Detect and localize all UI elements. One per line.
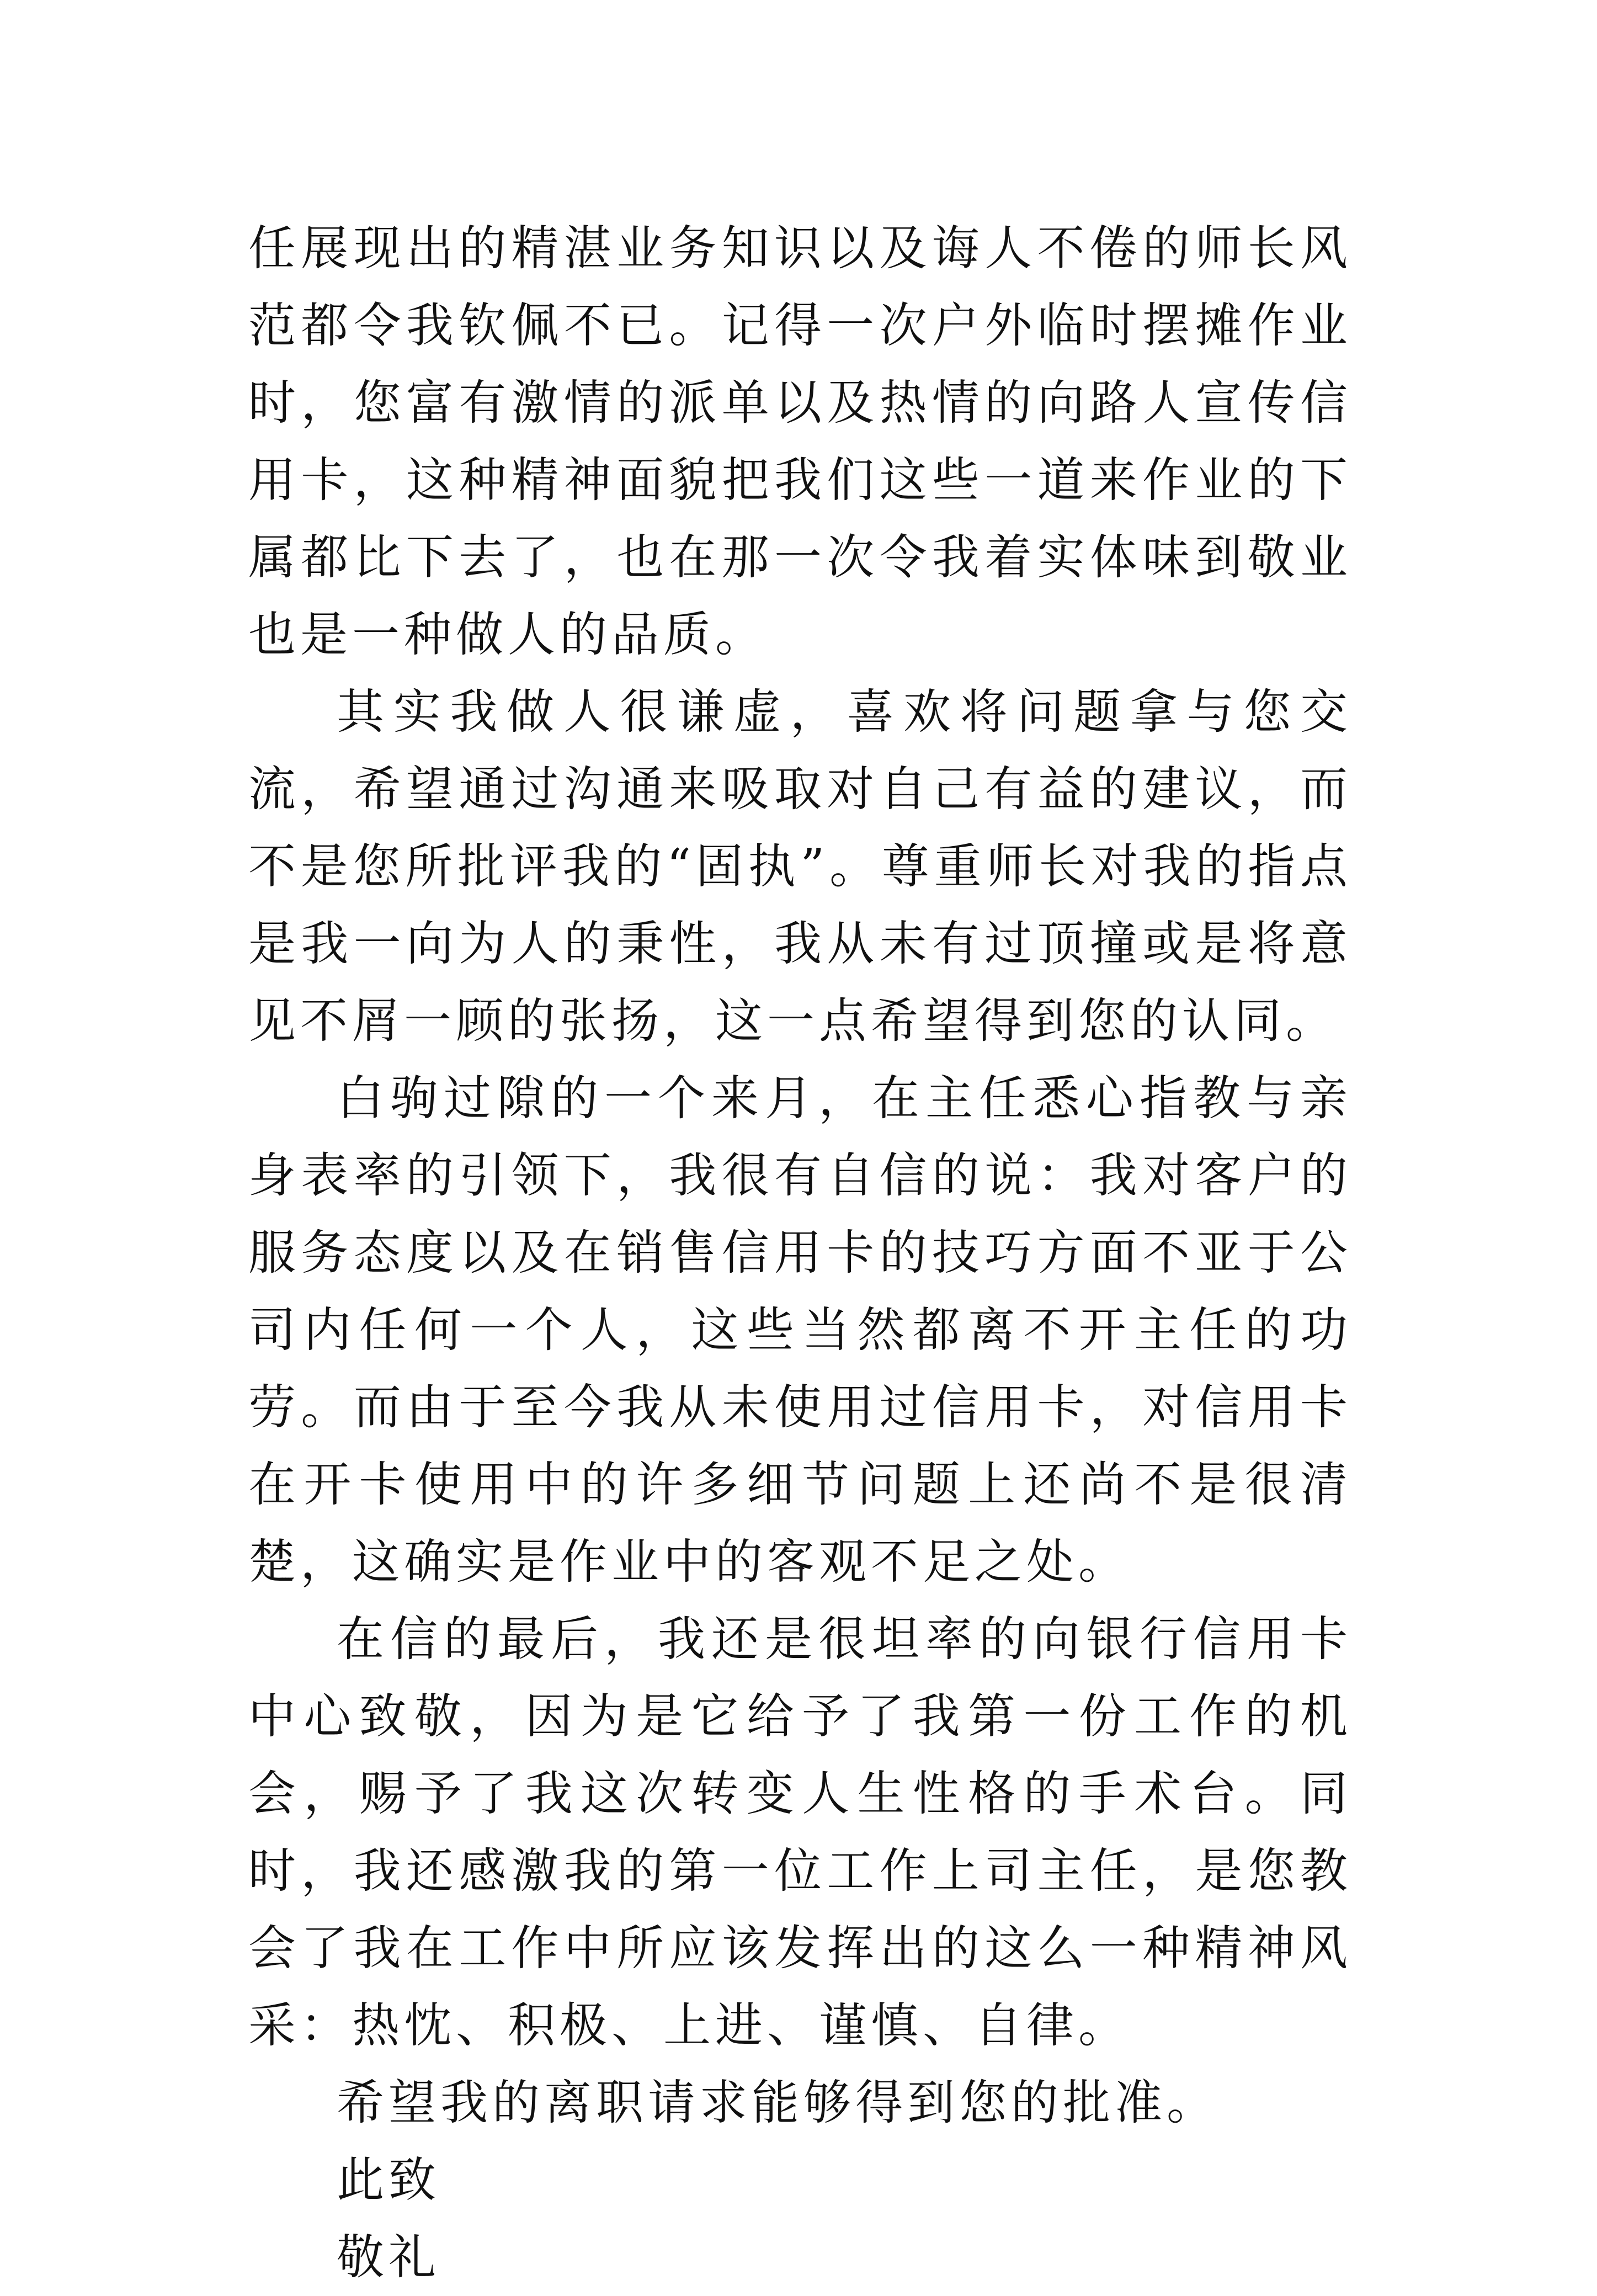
paragraph-humility: 其实我做人很谦虚，喜欢将问题拿与您交流，希望通过沟通来吸取对自己有益的建议，而不是您所批评我的“固执”。尊重师长对我的指点是我一向为人的秉性，我从未有过顶撞或是将意见不屑一顾的张扬，这一点希望得到您的认同。 — [248, 684, 1352, 1049]
paragraph-continuation: 任展现出的精湛业务知识以及诲人不倦的师长风范都令我钦佩不已。记得一次户外临时摆摊作业时，您富有激情的派单以及热情的向路人宣传信用卡，这种精神面貌把我们这些一道来作业的下属都比下去了，也在那一次令我着实体味到敬业也是一种做人的品质。 — [248, 221, 1352, 662]
paragraph-growth: 白驹过隙的一个来月，在主任悉心指教与亲身表率的引领下，我很有自信的说：我对客户的服务态度以及在销售信用卡的技巧方面不亚于公司内任何一个人，这些当然都离不开主任的功劳。而由于至今我从未使用过信用卡，对信用卡在开卡使用中的许多细节问题上还尚不是很清楚，这确实是作业中的客观不足之处。 — [248, 1071, 1352, 1590]
letter-body — [248, 210, 1352, 2296]
closing-salutation: 此致 — [337, 2152, 440, 2208]
closing-regards: 敬礼 — [337, 2230, 440, 2285]
paragraph-gratitude: 在信的最后，我还是很坦率的向银行信用卡中心致敬，因为是它给予了我第一份工作的机会，赐予了我这次转变人生性格的手术台。同时，我还感激我的第一位工作上司主任，是您教会了我在工作中所应该发挥出的这么一种精神风采：热忱、积极、上进、谨慎、自律。 — [248, 1612, 1352, 2053]
paragraph-request: 希望我的离职请求能够得到您的批准。 — [337, 2075, 1218, 2130]
